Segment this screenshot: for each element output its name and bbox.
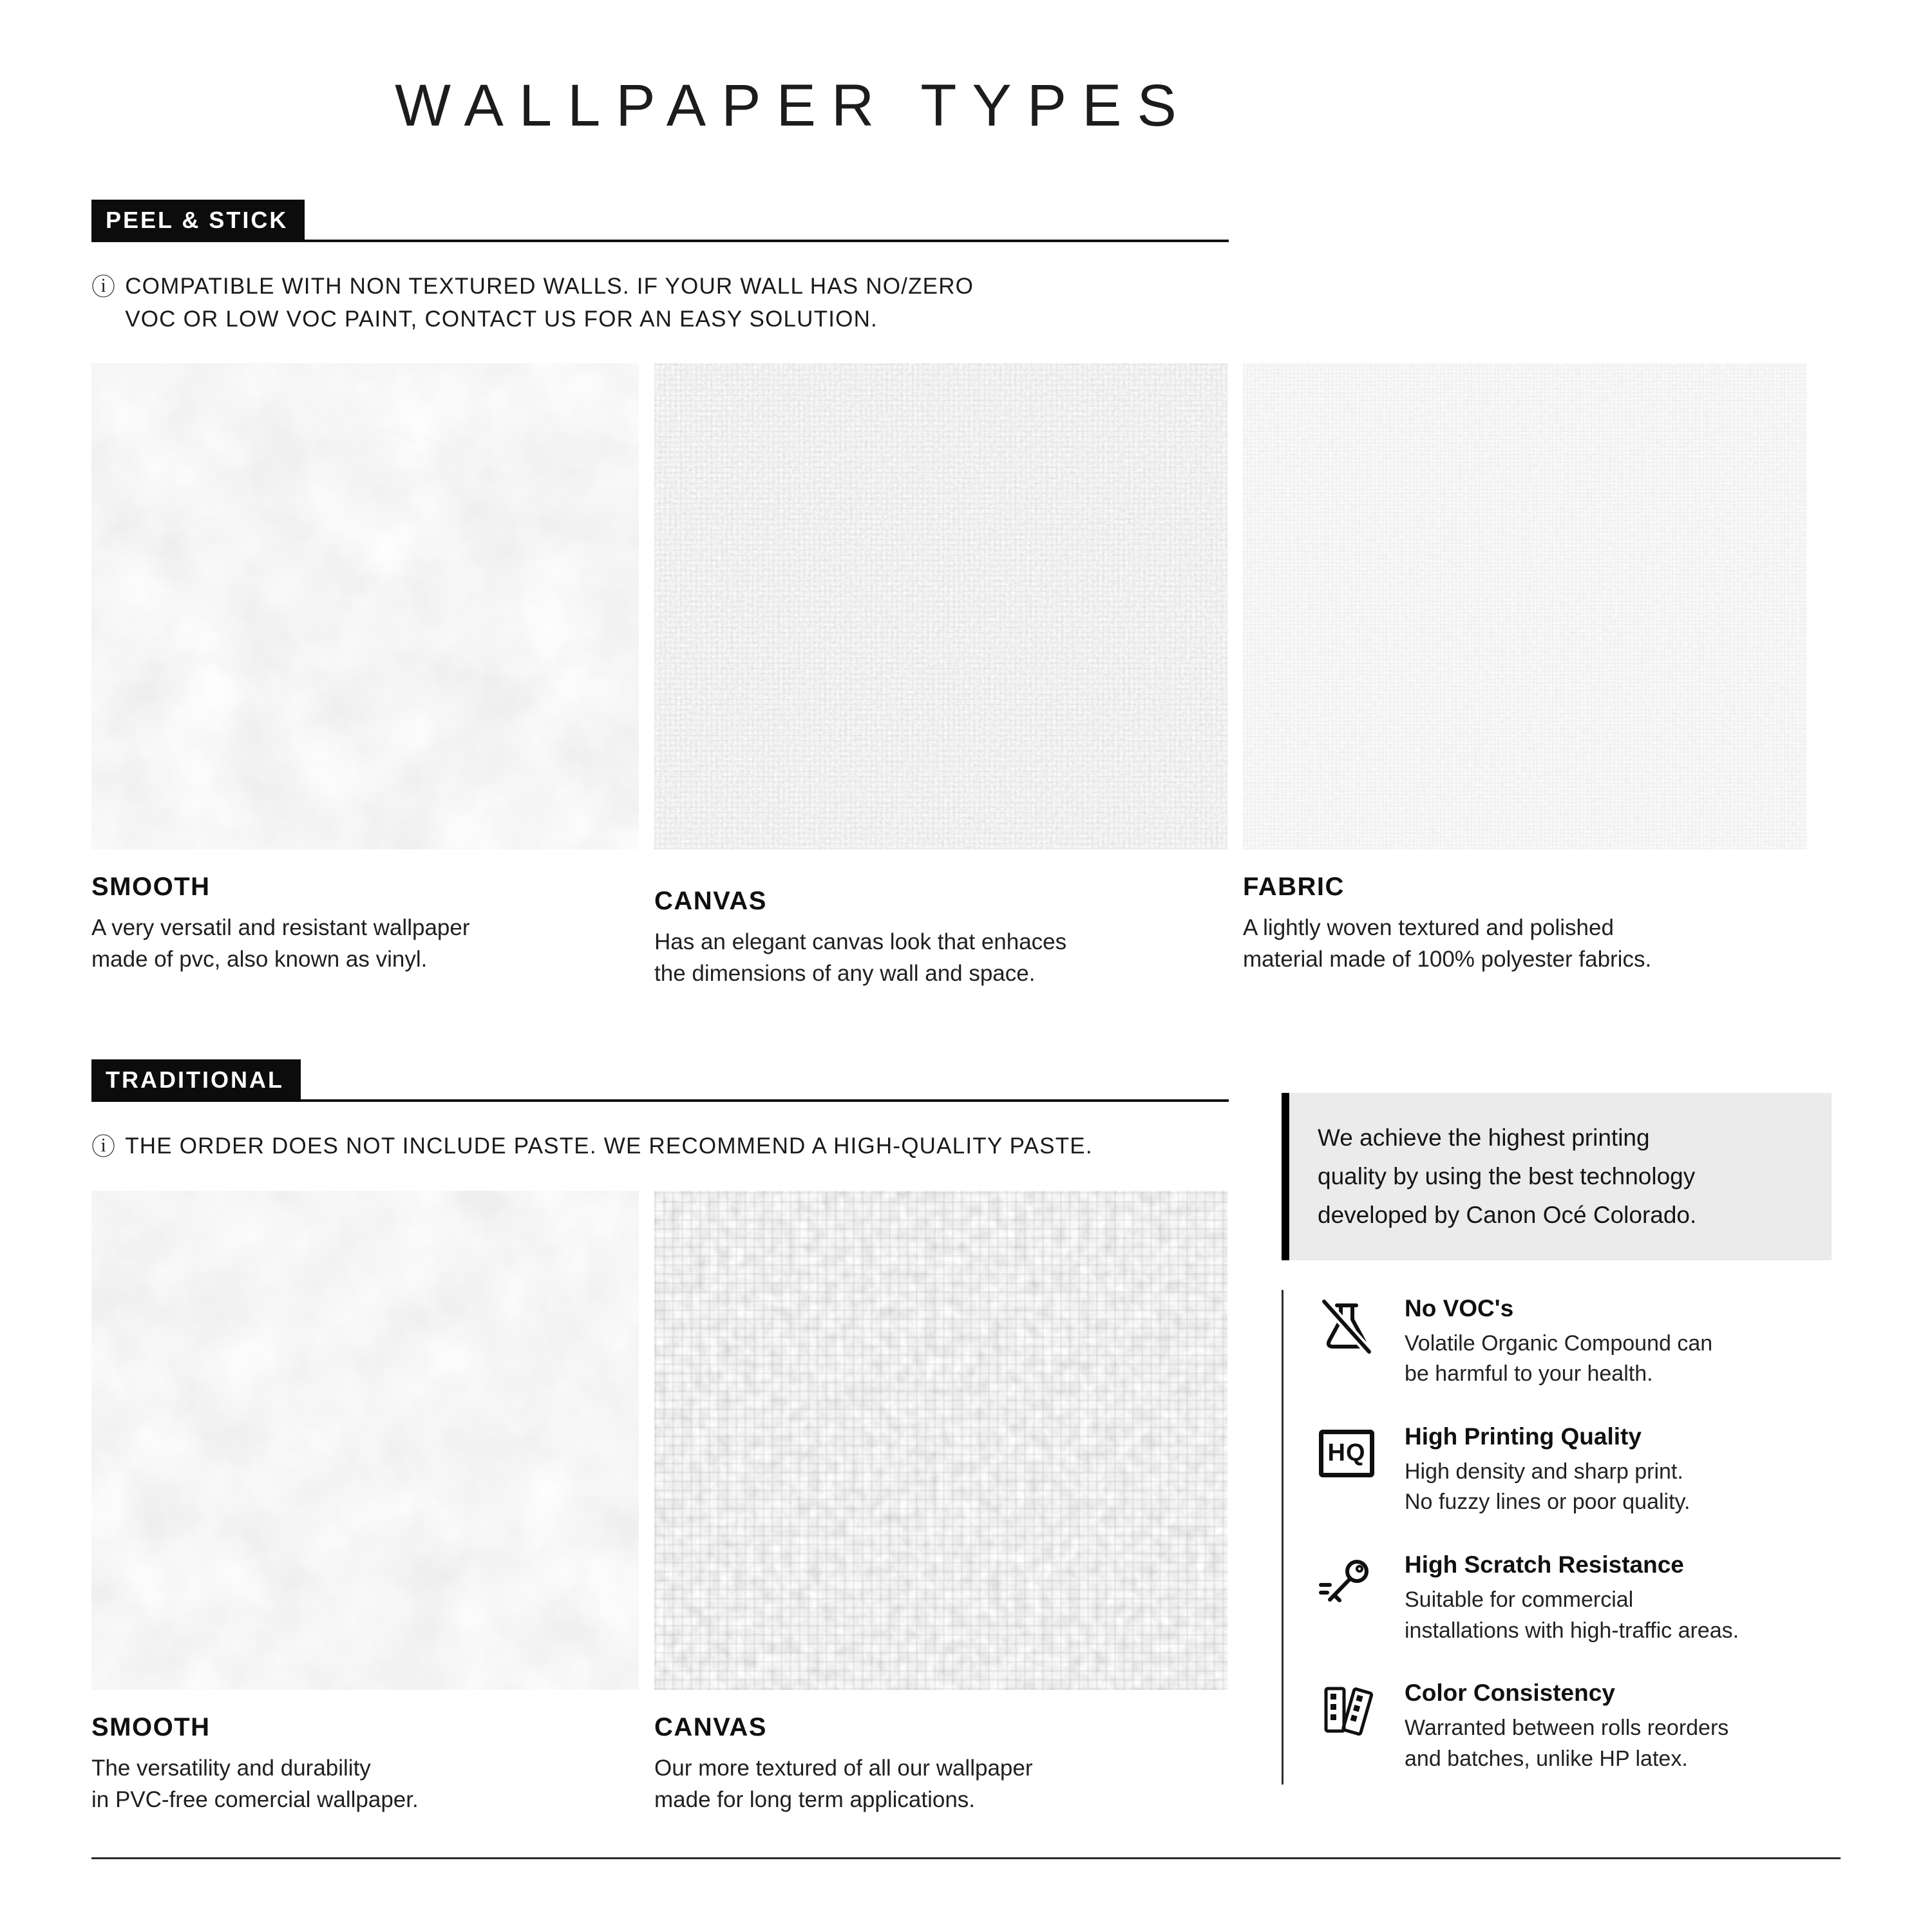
feature-description <box>1405 1457 1832 1518</box>
feature-title: High Scratch Resistance <box>1405 1551 1684 1578</box>
note-line: COMPATIBLE WITH NON TEXTURED WALLS. IF YOUR WALL HAS NO/ZERO <box>125 274 974 299</box>
section-rule <box>301 1099 1229 1102</box>
desc-line: A very versatil and resistant wallpaper <box>91 914 470 940</box>
section-peel-stick <box>91 200 1841 990</box>
texture-noise <box>654 1191 1227 1690</box>
info-icon: ⓘ <box>91 274 117 300</box>
feature-description <box>1405 1585 1832 1646</box>
texture-noise <box>654 363 1227 849</box>
section-label-traditional: TRADITIONAL <box>91 1059 301 1102</box>
feature-description <box>1405 1329 1832 1390</box>
hq-icon-label: HQ <box>1319 1430 1374 1477</box>
section-rule <box>305 240 1229 242</box>
feature-text <box>1405 1423 1832 1518</box>
desc-line: Suitable for commercial <box>1405 1587 1634 1613</box>
texture-canvas-rough-image <box>654 1191 1227 1690</box>
quality-line: quality by using the best technology <box>1318 1162 1696 1189</box>
quality-line: We achieve the highest printing <box>1318 1124 1650 1151</box>
desc-line: No fuzzy lines or poor quality. <box>1405 1490 1690 1515</box>
feature-title: Color Consistency <box>1405 1680 1615 1707</box>
bottom-divider <box>91 1857 1841 1859</box>
feature-text <box>1405 1680 1832 1774</box>
card-caption <box>654 887 1227 990</box>
texture-noise <box>1243 363 1807 849</box>
wallpaper-type-card-smooth <box>91 363 639 990</box>
desc-line: in PVC-free comercial wallpaper. <box>91 1787 419 1813</box>
quality-line: developed by Canon Océ Colorado. <box>1318 1201 1697 1228</box>
wallpaper-type-description <box>654 1752 1227 1816</box>
page-title: WALLPAPER TYPES <box>395 73 1192 138</box>
wallpaper-type-description <box>654 926 1227 990</box>
desc-line: Volatile Organic Compound can <box>1405 1331 1713 1356</box>
desc-line: High density and sharp print. <box>1405 1459 1683 1484</box>
note-line: THE ORDER DOES NOT INCLUDE PASTE. WE RECOMMEND A HIGH-QUALITY PASTE. <box>125 1133 1093 1159</box>
desc-line: installations with high-traffic areas. <box>1405 1618 1739 1643</box>
compatibility-note <box>91 270 1841 336</box>
card-caption <box>654 1713 1227 1816</box>
desc-line: made for long term applications. <box>654 1787 976 1813</box>
wallpaper-type-description <box>1243 912 1807 976</box>
card-caption <box>91 1713 639 1816</box>
wallpaper-type-description <box>91 912 639 976</box>
texture-smooth-image <box>91 363 639 849</box>
feature-description <box>1405 1713 1832 1774</box>
peel-stick-swatches <box>91 363 1841 990</box>
traditional-swatches <box>91 1191 1229 1816</box>
feature-list <box>1282 1290 1832 1785</box>
texture-noise <box>91 1191 639 1690</box>
texture-noise <box>91 363 639 849</box>
wallpaper-type-description <box>91 1752 639 1816</box>
texture-fabric-image <box>1243 363 1807 849</box>
desc-line: be harmful to your health. <box>1405 1361 1653 1387</box>
section-label-peel-stick: PEEL & STICK <box>91 200 305 242</box>
paste-note <box>91 1130 1229 1164</box>
section-header-traditional <box>91 1059 1229 1102</box>
desc-line: A lightly woven textured and polished <box>1243 914 1614 940</box>
info-icon: ⓘ <box>91 1133 117 1160</box>
desc-line: the dimensions of any wall and space. <box>654 961 1036 987</box>
wallpaper-type-name: FABRIC <box>1243 872 1345 901</box>
quality-note-box <box>1282 1093 1832 1260</box>
feature-text <box>1405 1551 1832 1646</box>
desc-line: made of pvc, also known as vinyl. <box>91 947 428 972</box>
section-traditional <box>91 1059 1229 1816</box>
no-voc-icon <box>1314 1295 1379 1390</box>
hq-icon <box>1314 1423 1379 1518</box>
feature-title: No VOC's <box>1405 1294 1514 1321</box>
desc-line: The versatility and durability <box>91 1755 371 1781</box>
texture-canvas-image <box>654 363 1227 849</box>
feature-row-color-consistency <box>1314 1680 1832 1774</box>
note-line: VOC OR LOW VOC PAINT, CONTACT US FOR AN EASY SOLUTION. <box>125 306 878 332</box>
color-consistency-icon <box>1314 1680 1379 1774</box>
feature-title: High Printing Quality <box>1405 1423 1642 1450</box>
desc-line: and batches, unlike HP latex. <box>1405 1746 1688 1771</box>
feature-row-high-printing-quality <box>1314 1423 1832 1518</box>
wallpaper-type-name: CANVAS <box>654 886 767 915</box>
desc-line: material made of 100% polyester fabrics. <box>1243 947 1652 972</box>
wallpaper-type-card-canvas <box>654 363 1227 990</box>
feature-text <box>1405 1295 1832 1390</box>
wallpaper-type-card-smooth <box>91 1191 639 1816</box>
feature-row-scratch-resistance <box>1314 1551 1832 1646</box>
feature-row-no-voc <box>1314 1295 1832 1390</box>
scratch-resistance-icon <box>1314 1551 1379 1646</box>
bottom-zone <box>91 1059 1841 1816</box>
wallpaper-type-name: CANVAS <box>654 1712 767 1741</box>
wallpaper-type-card-fabric <box>1243 363 1807 990</box>
desc-line: Warranted between rolls reorders <box>1405 1716 1729 1741</box>
wallpaper-type-name: SMOOTH <box>91 1712 211 1741</box>
texture-smooth-image <box>91 1191 639 1690</box>
desc-line: Has an elegant canvas look that enhaces <box>654 929 1067 954</box>
wallpaper-type-name: SMOOTH <box>91 872 211 901</box>
card-caption <box>1243 873 1807 976</box>
note-text <box>125 1130 1093 1164</box>
info-column <box>1282 1059 1841 1785</box>
note-text <box>125 270 974 336</box>
wallpaper-type-card-canvas <box>654 1191 1227 1816</box>
desc-line: Our more textured of all our wallpaper <box>654 1755 1033 1781</box>
card-caption <box>91 873 639 976</box>
section-header-peel-stick <box>91 200 1229 242</box>
